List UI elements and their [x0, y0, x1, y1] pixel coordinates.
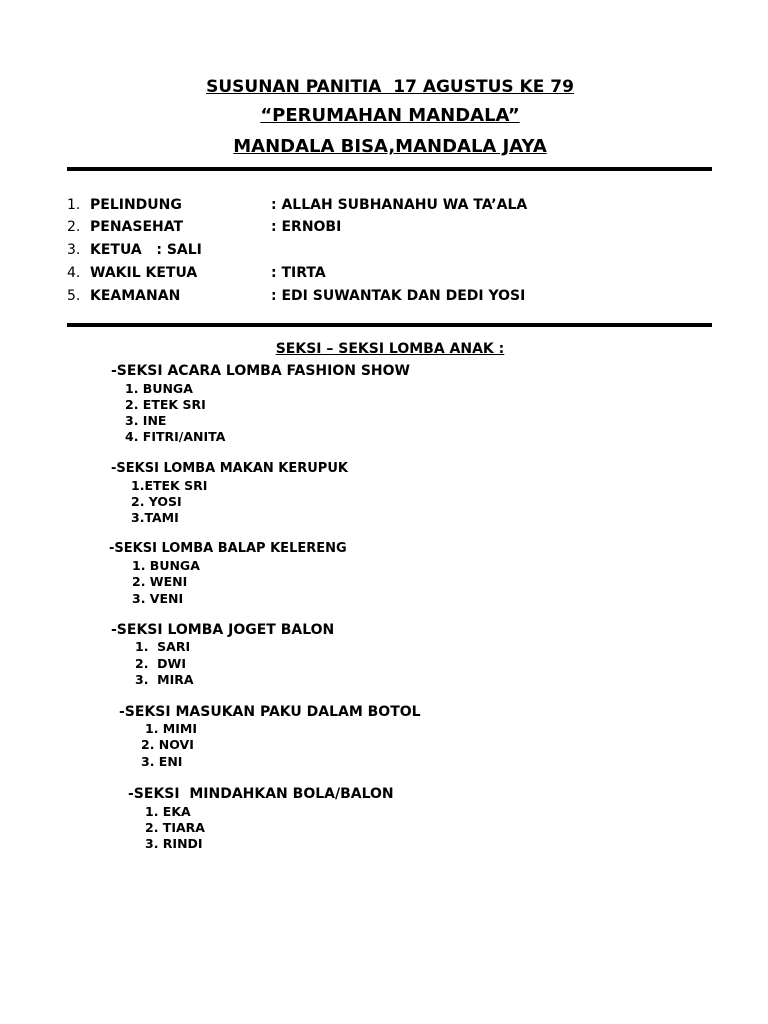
list-item: 2. TIARA	[145, 820, 205, 835]
list-item: 1. EKA	[145, 804, 191, 819]
doc-title: SUSUNAN PANITIA 17 AGUSTUS KE 79	[206, 77, 574, 97]
top-rule	[67, 167, 712, 171]
section-title: -SEKSI MINDAHKAN BOLA/BALON	[128, 786, 394, 802]
list-item: 3. RINDI	[145, 836, 203, 851]
officer-number: 5.	[67, 288, 81, 304]
officer-role: WAKIL KETUA	[90, 265, 198, 281]
officer-name: : ERNOBI	[271, 219, 342, 235]
list-item: 3. VENI	[132, 591, 184, 606]
officer-number: 2.	[67, 219, 81, 235]
officer-role: KEAMANAN	[90, 288, 181, 304]
officer-number: 3.	[67, 242, 81, 258]
officer-number: 4.	[67, 265, 81, 281]
list-item: 3. ENI	[141, 754, 183, 769]
section-title: -SEKSI LOMBA MAKAN KERUPUK	[111, 461, 348, 476]
list-item: 3. MIRA	[135, 672, 194, 687]
list-item: 2. NOVI	[141, 737, 194, 752]
doc-subtitle-location: “PERUMAHAN MANDALA”	[260, 105, 520, 126]
list-item: 3.TAMI	[131, 510, 179, 525]
middle-rule	[67, 323, 712, 327]
officer-number: 1.	[67, 197, 81, 213]
list-item: 2. WENI	[132, 574, 188, 589]
list-item: 2. YOSI	[131, 494, 182, 509]
list-item: 1. MIMI	[145, 721, 197, 736]
section-heading: SEKSI – SEKSI LOMBA ANAK :	[275, 341, 505, 357]
list-item: 1.ETEK SRI	[131, 478, 208, 493]
officer-role: PELINDUNG	[90, 197, 182, 213]
officer-role: PENASEHAT	[90, 219, 184, 235]
section-title: -SEKSI LOMBA JOGET BALON	[111, 622, 335, 638]
list-item: 4. FITRI/ANITA	[125, 429, 226, 444]
officer-role: KETUA : SALI	[90, 242, 202, 258]
list-item: 2. ETEK SRI	[125, 397, 206, 412]
list-item: 1. SARI	[135, 639, 191, 654]
list-item: 1. BUNGA	[132, 558, 200, 573]
officer-name: : EDI SUWANTAK DAN DEDI YOSI	[271, 288, 526, 304]
doc-subtitle-motto: MANDALA BISA,MANDALA JAYA	[233, 136, 547, 157]
list-item: 3. INE	[125, 413, 167, 428]
list-item: 1. BUNGA	[125, 381, 193, 396]
officer-name: : TIRTA	[271, 265, 326, 281]
officer-name: : ALLAH SUBHANAHU WA TA’ALA	[271, 197, 528, 213]
section-title: -SEKSI MASUKAN PAKU DALAM BOTOL	[119, 704, 421, 720]
list-item: 2. DWI	[135, 656, 186, 671]
section-title: -SEKSI ACARA LOMBA FASHION SHOW	[111, 363, 410, 379]
section-title: -SEKSI LOMBA BALAP KELERENG	[109, 541, 347, 556]
